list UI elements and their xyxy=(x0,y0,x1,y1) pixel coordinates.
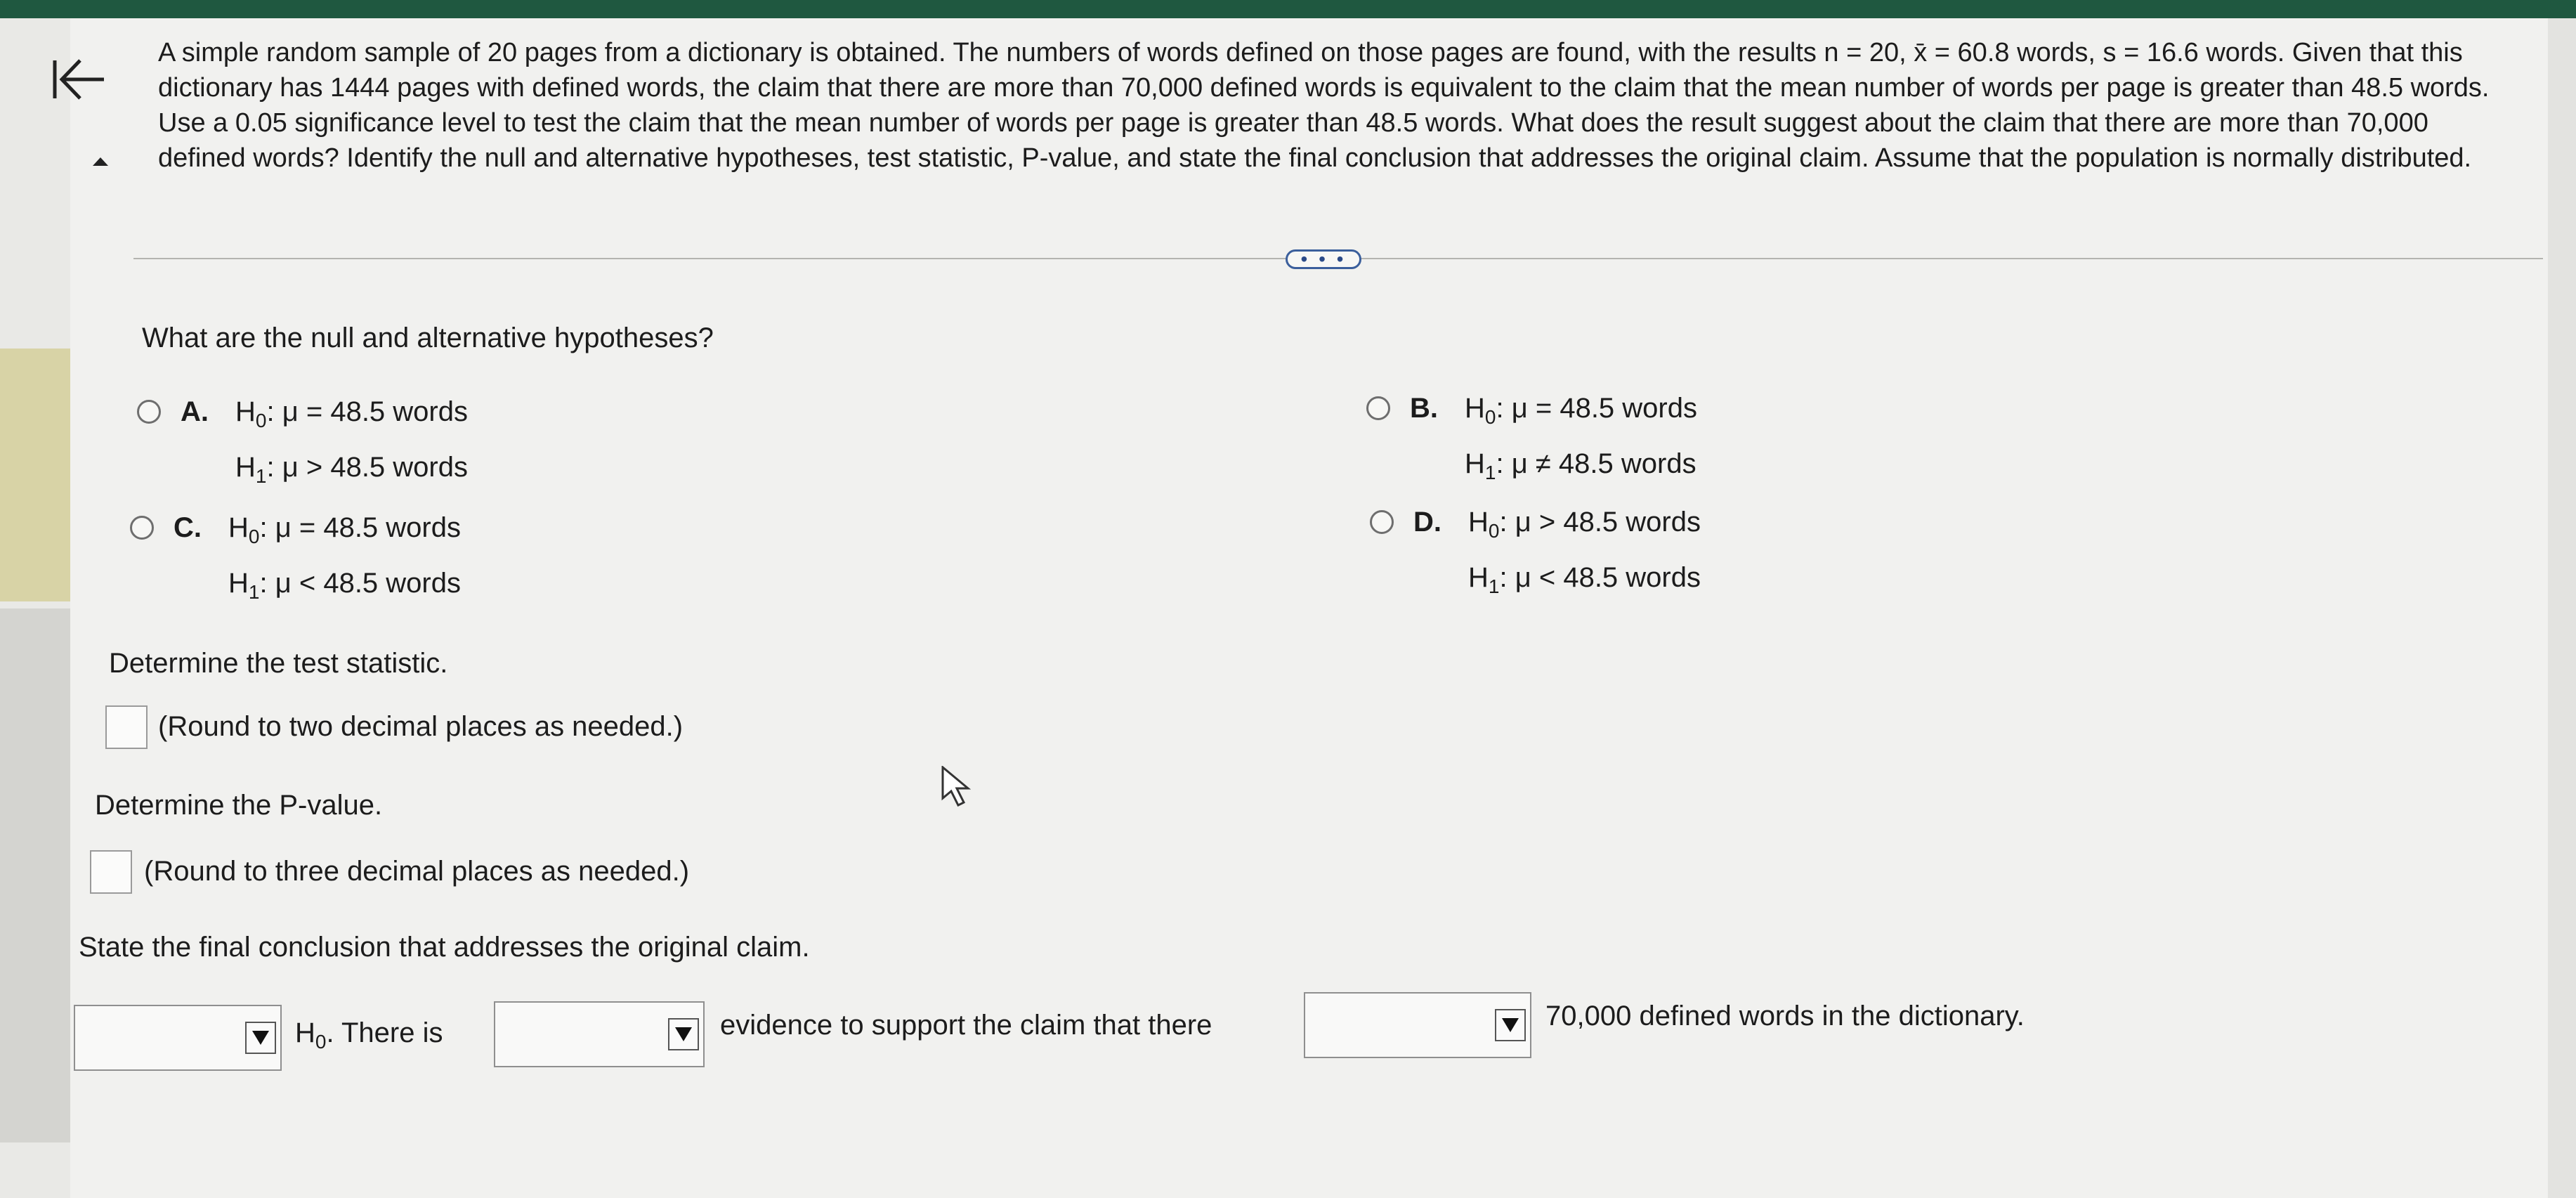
option-c[interactable] xyxy=(130,504,622,603)
option-d-letter: D. xyxy=(1413,507,1441,538)
option-b-h0: : μ = 48.5 words xyxy=(1496,393,1697,424)
option-b-letter: B. xyxy=(1410,393,1438,424)
option-a-h0-sub: 0 xyxy=(255,410,267,431)
radio-d[interactable] xyxy=(1370,510,1394,534)
p-value-hint: (Round to three decimal places as needed.) xyxy=(144,856,690,887)
option-c-h1-sub: 1 xyxy=(248,581,260,603)
option-b[interactable] xyxy=(1366,385,1858,483)
dropdown-arrow-icon[interactable] xyxy=(245,1022,276,1054)
option-c-h0-symbol: H xyxy=(228,512,249,543)
evidence-dropdown[interactable] xyxy=(494,1001,705,1067)
option-c-hypotheses xyxy=(228,504,461,616)
expand-more-button[interactable]: • • • xyxy=(1286,249,1361,269)
option-a[interactable] xyxy=(137,389,629,487)
option-b-hypotheses xyxy=(1465,385,1697,496)
option-b-h1: : μ ≠ 48.5 words xyxy=(1496,448,1696,479)
conclusion-h0-symbol: H xyxy=(295,1017,315,1048)
option-d-h0: : μ > 48.5 words xyxy=(1499,507,1701,538)
radio-b[interactable] xyxy=(1366,396,1390,420)
test-statistic-prompt: Determine the test statistic. xyxy=(109,648,448,679)
option-a-h1: : μ > 48.5 words xyxy=(266,452,468,483)
option-a-h0: : μ = 48.5 words xyxy=(266,396,468,427)
radio-a[interactable] xyxy=(137,400,161,424)
option-b-h1-symbol: H xyxy=(1465,448,1485,479)
left-panel-shade xyxy=(0,608,70,1142)
conclusion-prompt: State the final conclusion that addresses the original claim. xyxy=(79,932,810,963)
conclusion-words-text: 70,000 defined words in the dictionary. xyxy=(1545,1001,2025,1031)
option-d[interactable] xyxy=(1370,499,1862,597)
top-bar xyxy=(0,0,2576,18)
option-c-h0-sub: 0 xyxy=(248,526,260,547)
hypotheses-prompt: What are the null and alternative hypotheses? xyxy=(142,323,714,353)
option-d-h1-sub: 1 xyxy=(1488,575,1500,597)
reject-decision-dropdown[interactable] xyxy=(74,1005,282,1071)
p-value-prompt: Determine the P-value. xyxy=(95,790,383,821)
option-c-h1: : μ < 48.5 words xyxy=(259,568,461,599)
option-c-h1-symbol: H xyxy=(228,568,249,599)
test-statistic-hint: (Round to two decimal places as needed.) xyxy=(158,711,684,742)
conclusion-h0-sub: 0 xyxy=(315,1031,327,1053)
option-a-h1-symbol: H xyxy=(235,452,256,483)
radio-c[interactable] xyxy=(130,516,154,540)
option-a-hypotheses xyxy=(235,389,468,500)
question-text: A simple random sample of 20 pages from a dictionary is obtained. The numbers of words defined on those pages are found, with the results n = 20, x̄ = 60.8 words, s = 16.6 words. Given that this dictionary has 1444 pages with defined words, the claim that there are more than 70,000 defined words is equivalent to the claim that the mean number of words per page is greater than 48.5 words. Use a 0.05 significance level to test the claim that the mean number of words per page is greater than 48.5 words. What does the result suggest about the claim that there are more than 70,000 defined words? Identify the null and alternative hypotheses, test statistic, P-value, and state the final conclusion that addresses the original claim. Assume that the population is normally distributed. xyxy=(158,38,2490,173)
option-d-h0-sub: 0 xyxy=(1488,520,1500,542)
conclusion-there-is-text: . There is xyxy=(326,1017,443,1048)
option-b-h0-sub: 0 xyxy=(1484,406,1496,428)
option-b-h0-symbol: H xyxy=(1465,393,1485,424)
mouse-cursor-icon xyxy=(940,766,975,808)
comparison-dropdown[interactable] xyxy=(1304,992,1531,1058)
p-value-input[interactable] xyxy=(90,850,132,894)
test-statistic-input[interactable] xyxy=(105,705,148,749)
right-scroll-area[interactable] xyxy=(2548,18,2576,1198)
conclusion-evidence-text: evidence to support the claim that there xyxy=(720,1010,1212,1041)
left-panel-highlight xyxy=(0,349,70,601)
option-a-h0-symbol: H xyxy=(235,396,256,427)
conclusion-h0-text xyxy=(295,1017,443,1053)
dropdown-arrow-icon[interactable] xyxy=(668,1018,699,1050)
dropdown-arrow-icon[interactable] xyxy=(1495,1009,1526,1041)
option-d-h0-symbol: H xyxy=(1468,507,1489,538)
left-panel xyxy=(0,18,70,1198)
option-c-h0: : μ = 48.5 words xyxy=(259,512,461,543)
option-b-h1-sub: 1 xyxy=(1484,462,1496,483)
option-d-h1-symbol: H xyxy=(1468,562,1489,593)
option-c-letter: C. xyxy=(174,512,202,543)
option-d-h1: : μ < 48.5 words xyxy=(1499,562,1701,593)
option-d-hypotheses xyxy=(1468,499,1701,610)
caret-up-icon[interactable] xyxy=(90,155,111,169)
collapse-back-icon[interactable] xyxy=(48,55,111,104)
option-a-letter: A. xyxy=(181,396,209,427)
option-a-h1-sub: 1 xyxy=(255,465,267,487)
